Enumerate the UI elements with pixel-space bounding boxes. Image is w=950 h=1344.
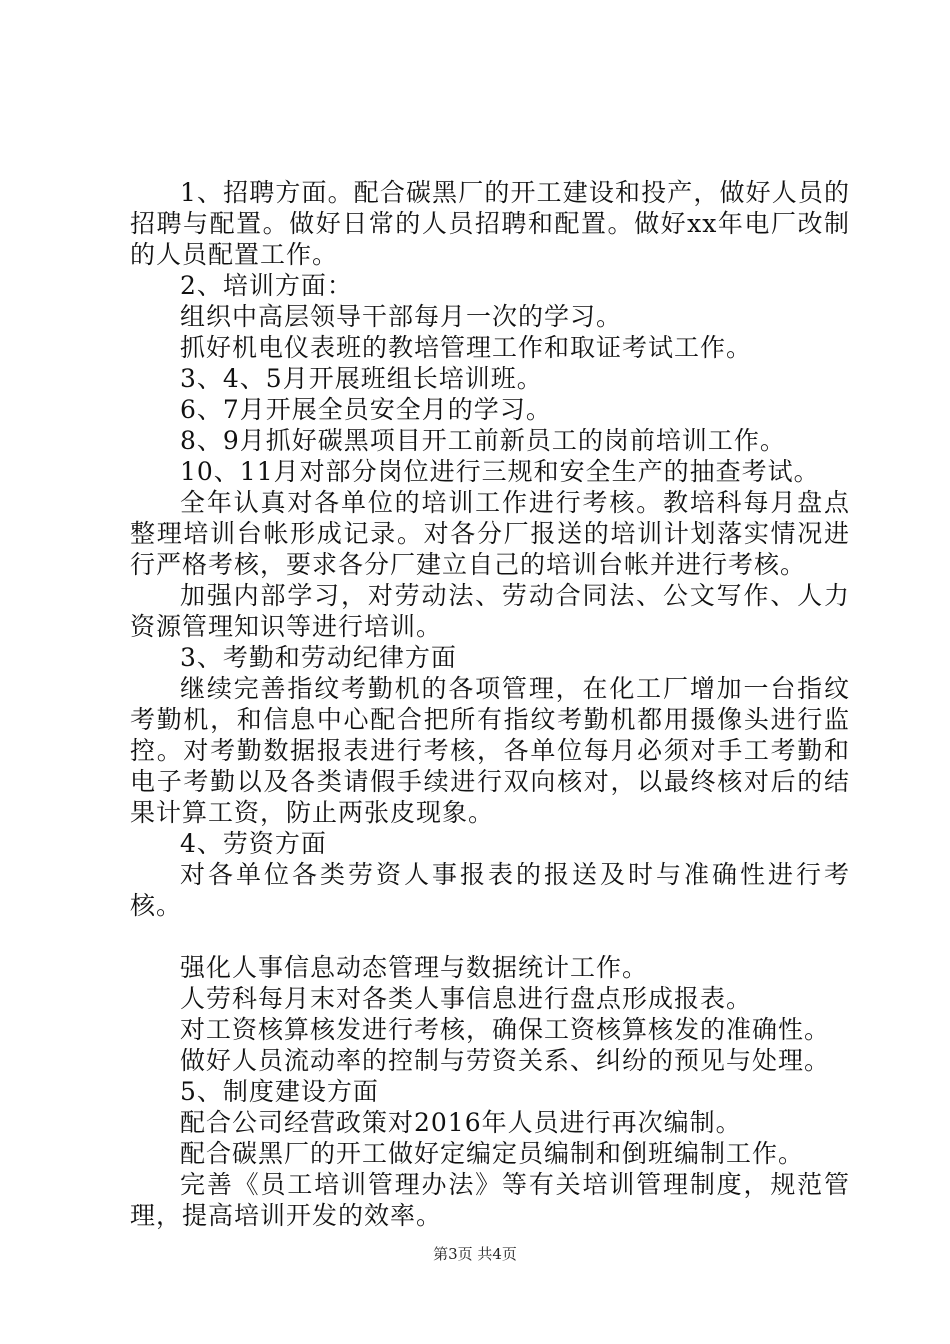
heading-labor-wages: 4、劳资方面: [180, 829, 327, 858]
paragraph-internal-learning: 加强内部学习，对劳动法、劳动合同法、公文写作、人力资源管理知识等进行培训。: [130, 581, 850, 641]
paragraph-attendance: 继续完善指纹考勤机的各项管理，在化工厂增加一台指纹考勤机，和信息中心配合把所有指纹考勤机都用摄像头进行监控。对考勤数据报表进行考核，各单位每月必须对手工考勤和电子考勤以及各类请假手续进行双向核对，以最终核对后的结果计算工资，防止两张皮现象。: [130, 674, 850, 827]
paragraph-training-item: 6、7月开展全员安全月的学习。: [180, 395, 552, 424]
paragraph-training-item: 8、9月抓好碳黑项目开工前新员工的岗前培训工作。: [180, 426, 786, 455]
heading-attendance: 3、考勤和劳动纪律方面: [180, 643, 457, 672]
page-number-footer: 第3页 共4页: [433, 1245, 517, 1263]
heading-training: 2、培训方面：: [180, 271, 353, 300]
blank-line: [130, 921, 850, 952]
paragraph-system-item: 配合碳黑厂的开工做好定编定员编制和倒班编制工作。: [180, 1139, 805, 1168]
paragraph-recruitment: 1、招聘方面。配合碳黑厂的开工建设和投产，做好人员的招聘与配置。做好日常的人员招聘和配置。做好xx年电厂改制的人员配置工作。: [130, 178, 850, 269]
paragraph-training-item: 3、4、5月开展班组长培训班。: [180, 364, 543, 393]
paragraph-labor-item: 人劳科每月末对各类人事信息进行盘点形成报表。: [180, 984, 753, 1013]
paragraph-labor-item: 对各单位各类劳资人事报表的报送及时与准确性进行考核。: [130, 860, 850, 920]
paragraph-training-item: 10、11月对部分岗位进行三规和安全生产的抽查考试。: [180, 457, 820, 486]
paragraph-system-item: 完善《员工培训管理办法》等有关培训管理制度，规范管理，提高培训开发的效率。: [130, 1170, 850, 1230]
paragraph-labor-item: 强化人事信息动态管理与数据统计工作。: [180, 953, 649, 982]
paragraph-training-item: 组织中高层领导干部每月一次的学习。: [180, 302, 623, 331]
paragraph-system-item: 配合公司经营政策对2016年人员进行再次编制。: [180, 1108, 742, 1137]
paragraph-labor-item: 对工资核算核发进行考核，确保工资核算核发的准确性。: [180, 1015, 831, 1044]
document-body: [130, 177, 850, 1231]
paragraph-training-assessment: 全年认真对各单位的培训工作进行考核。教培科每月盘点整理培训台帐形成记录。对各分厂报送的培训计划落实情况进行严格考核，要求各分厂建立自己的培训台帐并进行考核。: [130, 488, 850, 579]
paragraph-labor-item: 做好人员流动率的控制与劳资关系、纠纷的预见与处理。: [180, 1046, 831, 1075]
heading-system-building: 5、制度建设方面: [180, 1077, 379, 1106]
paragraph-training-item: 抓好机电仪表班的教培管理工作和取证考试工作。: [180, 333, 753, 362]
